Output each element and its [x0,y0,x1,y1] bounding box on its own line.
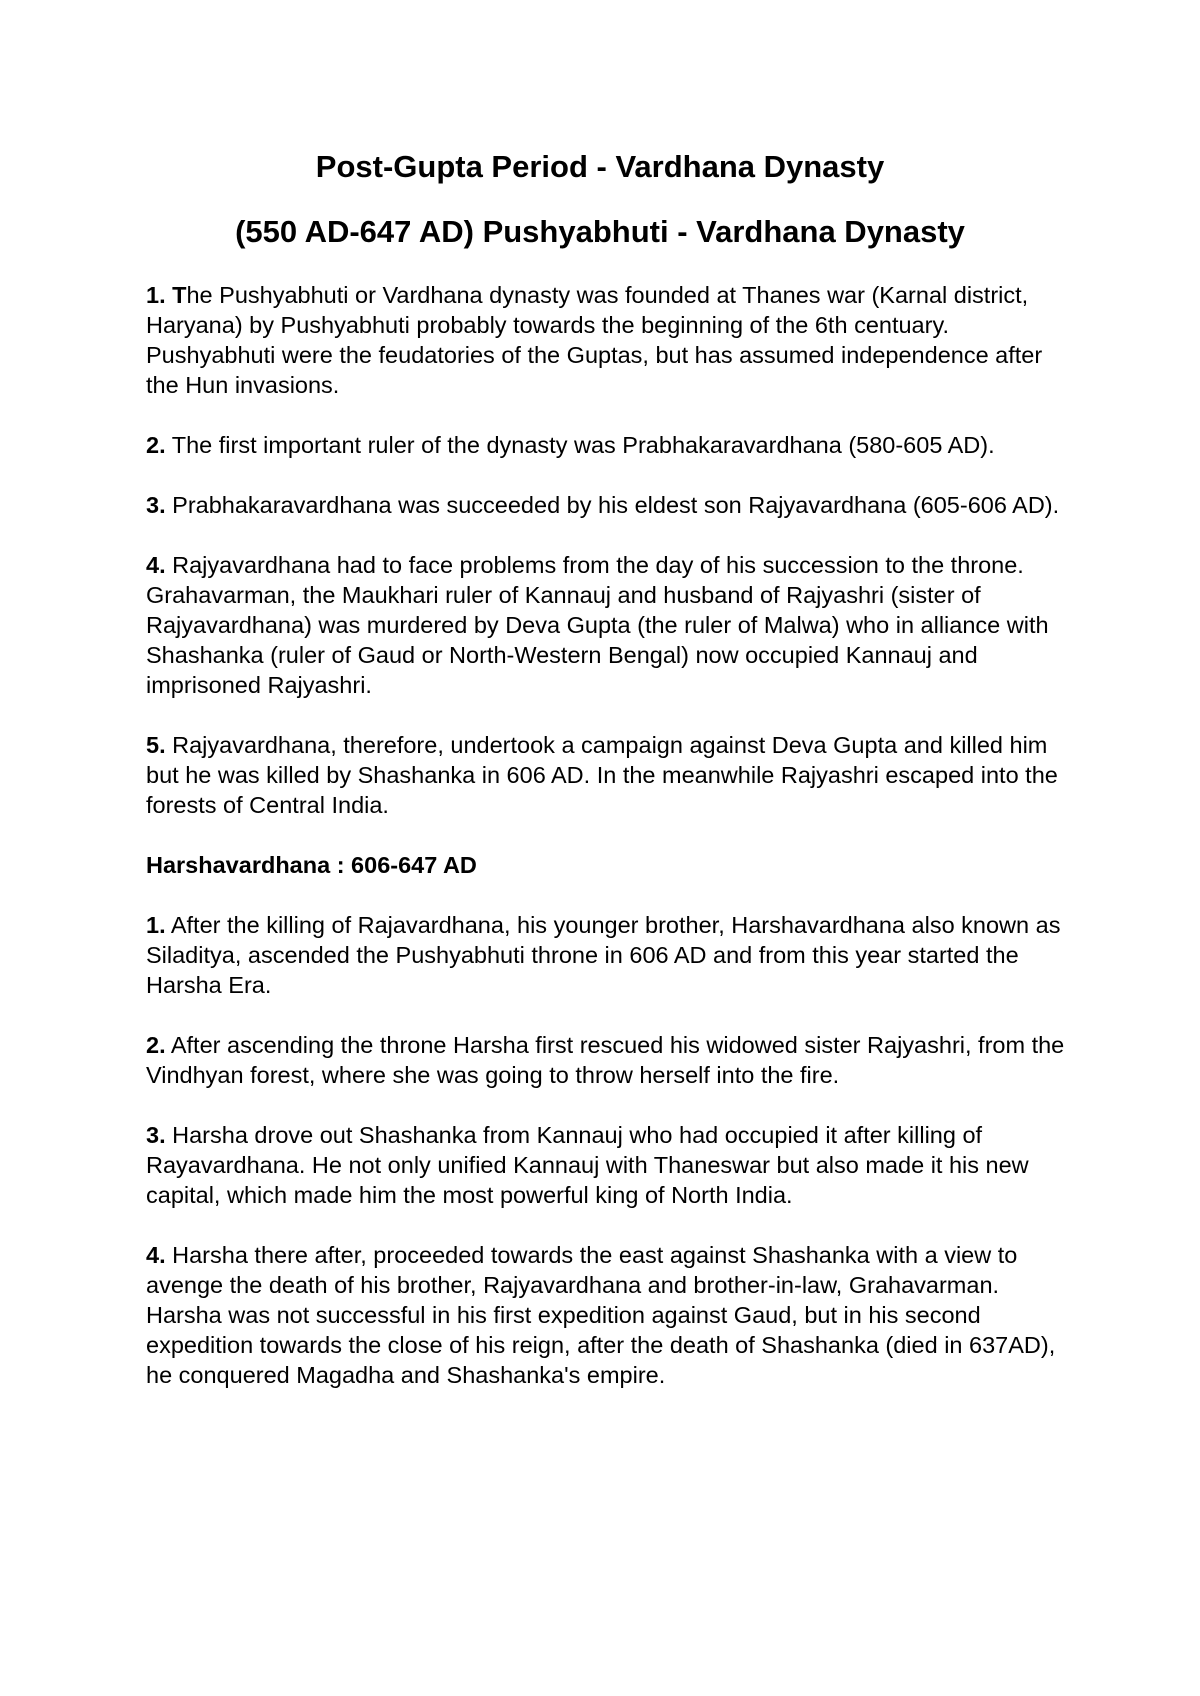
intro-point-4 [146,550,1076,700]
point-text: Prabhakaravardhana was succeeded by his eldest son Rajyavardhana (605-606 AD). [165,492,1060,518]
page-title: Post-Gupta Period - Vardhana Dynasty [315,149,885,184]
intro-point-3 [146,490,1076,520]
point-text: he Pushyabhuti or Vardhana dynasty was founded at Thanes war (Karnal district, Haryana) by Pushyabhuti probably towards the beginning of the 6th centuary. Pushyabhuti were the feudatories of the Guptas, but has assumed independence after the Hun invasions. [146,282,1043,398]
point-number: 3. [146,1122,166,1148]
document-body [146,280,1076,1420]
point-number: 1. T [146,282,187,308]
section-heading: Harshavardhana : 606-647 AD [146,852,477,878]
harsha-point-1 [146,910,1076,1000]
point-text: Harsha drove out Shashanka from Kannauj who had occupied it after killing of Rayavardhana. He not only unified Kannauj with Thaneswar but also made it his new capital, which made him the most powerful king of North India. [146,1122,1029,1208]
intro-point-2 [146,430,1076,460]
point-number: 2. [146,1032,166,1058]
point-number: 4. [146,552,166,578]
harsha-point-2 [146,1030,1076,1090]
point-text: Rajyavardhana, therefore, undertook a campaign against Deva Gupta and killed him but he was killed by Shashanka in 606 AD. In the meanwhile Rajyashri escaped into the forests of Central India. [146,732,1058,818]
intro-point-1 [146,280,1076,400]
point-number: 4. [146,1242,166,1268]
point-text: After the killing of Rajavardhana, his younger brother, Harshavardhana also known as Siladitya, ascended the Pushyabhuti throne in 606 AD and from this year started the Harsha Era. [146,912,1061,998]
point-text: After ascending the throne Harsha first rescued his widowed sister Rajyashri, from the Vindhyan forest, where she was going to throw herself into the fire. [146,1032,1065,1088]
point-number: 3. [146,492,166,518]
point-text: Rajyavardhana had to face problems from the day of his succession to the throne. Grahavarman, the Maukhari ruler of Kannauj and husband of Rajyashri (sister of Rajyavardhana) was murdered by Deva Gupta (the ruler of Malwa) who in alliance with Shashanka (ruler of Gaud or North-Western Bengal) now occupied Kannauj and imprisoned Rajyashri. [146,552,1049,698]
page-subtitle: (550 AD-647 AD) Pushyabhuti - Vardhana Dynasty [235,214,965,249]
point-text: Harsha there after, proceeded towards the east against Shashanka with a view to avenge the death of his brother, Rajyavardhana and brother-in-law, Grahavarman. Harsha was not successful in his first expedition against Gaud, but in his second expedition towards the close of his reign, after the death of Shashanka (died in 637AD), he conquered Magadha and Shashanka's empire. [146,1242,1056,1388]
point-text: The first important ruler of the dynasty was Prabhakaravardhana (580-605 AD). [165,432,995,458]
harsha-point-3 [146,1120,1076,1210]
point-number: 5. [146,732,166,758]
intro-point-5 [146,730,1076,820]
point-number: 2. [146,432,166,458]
point-number: 1. [146,912,166,938]
harsha-point-4 [146,1240,1076,1390]
